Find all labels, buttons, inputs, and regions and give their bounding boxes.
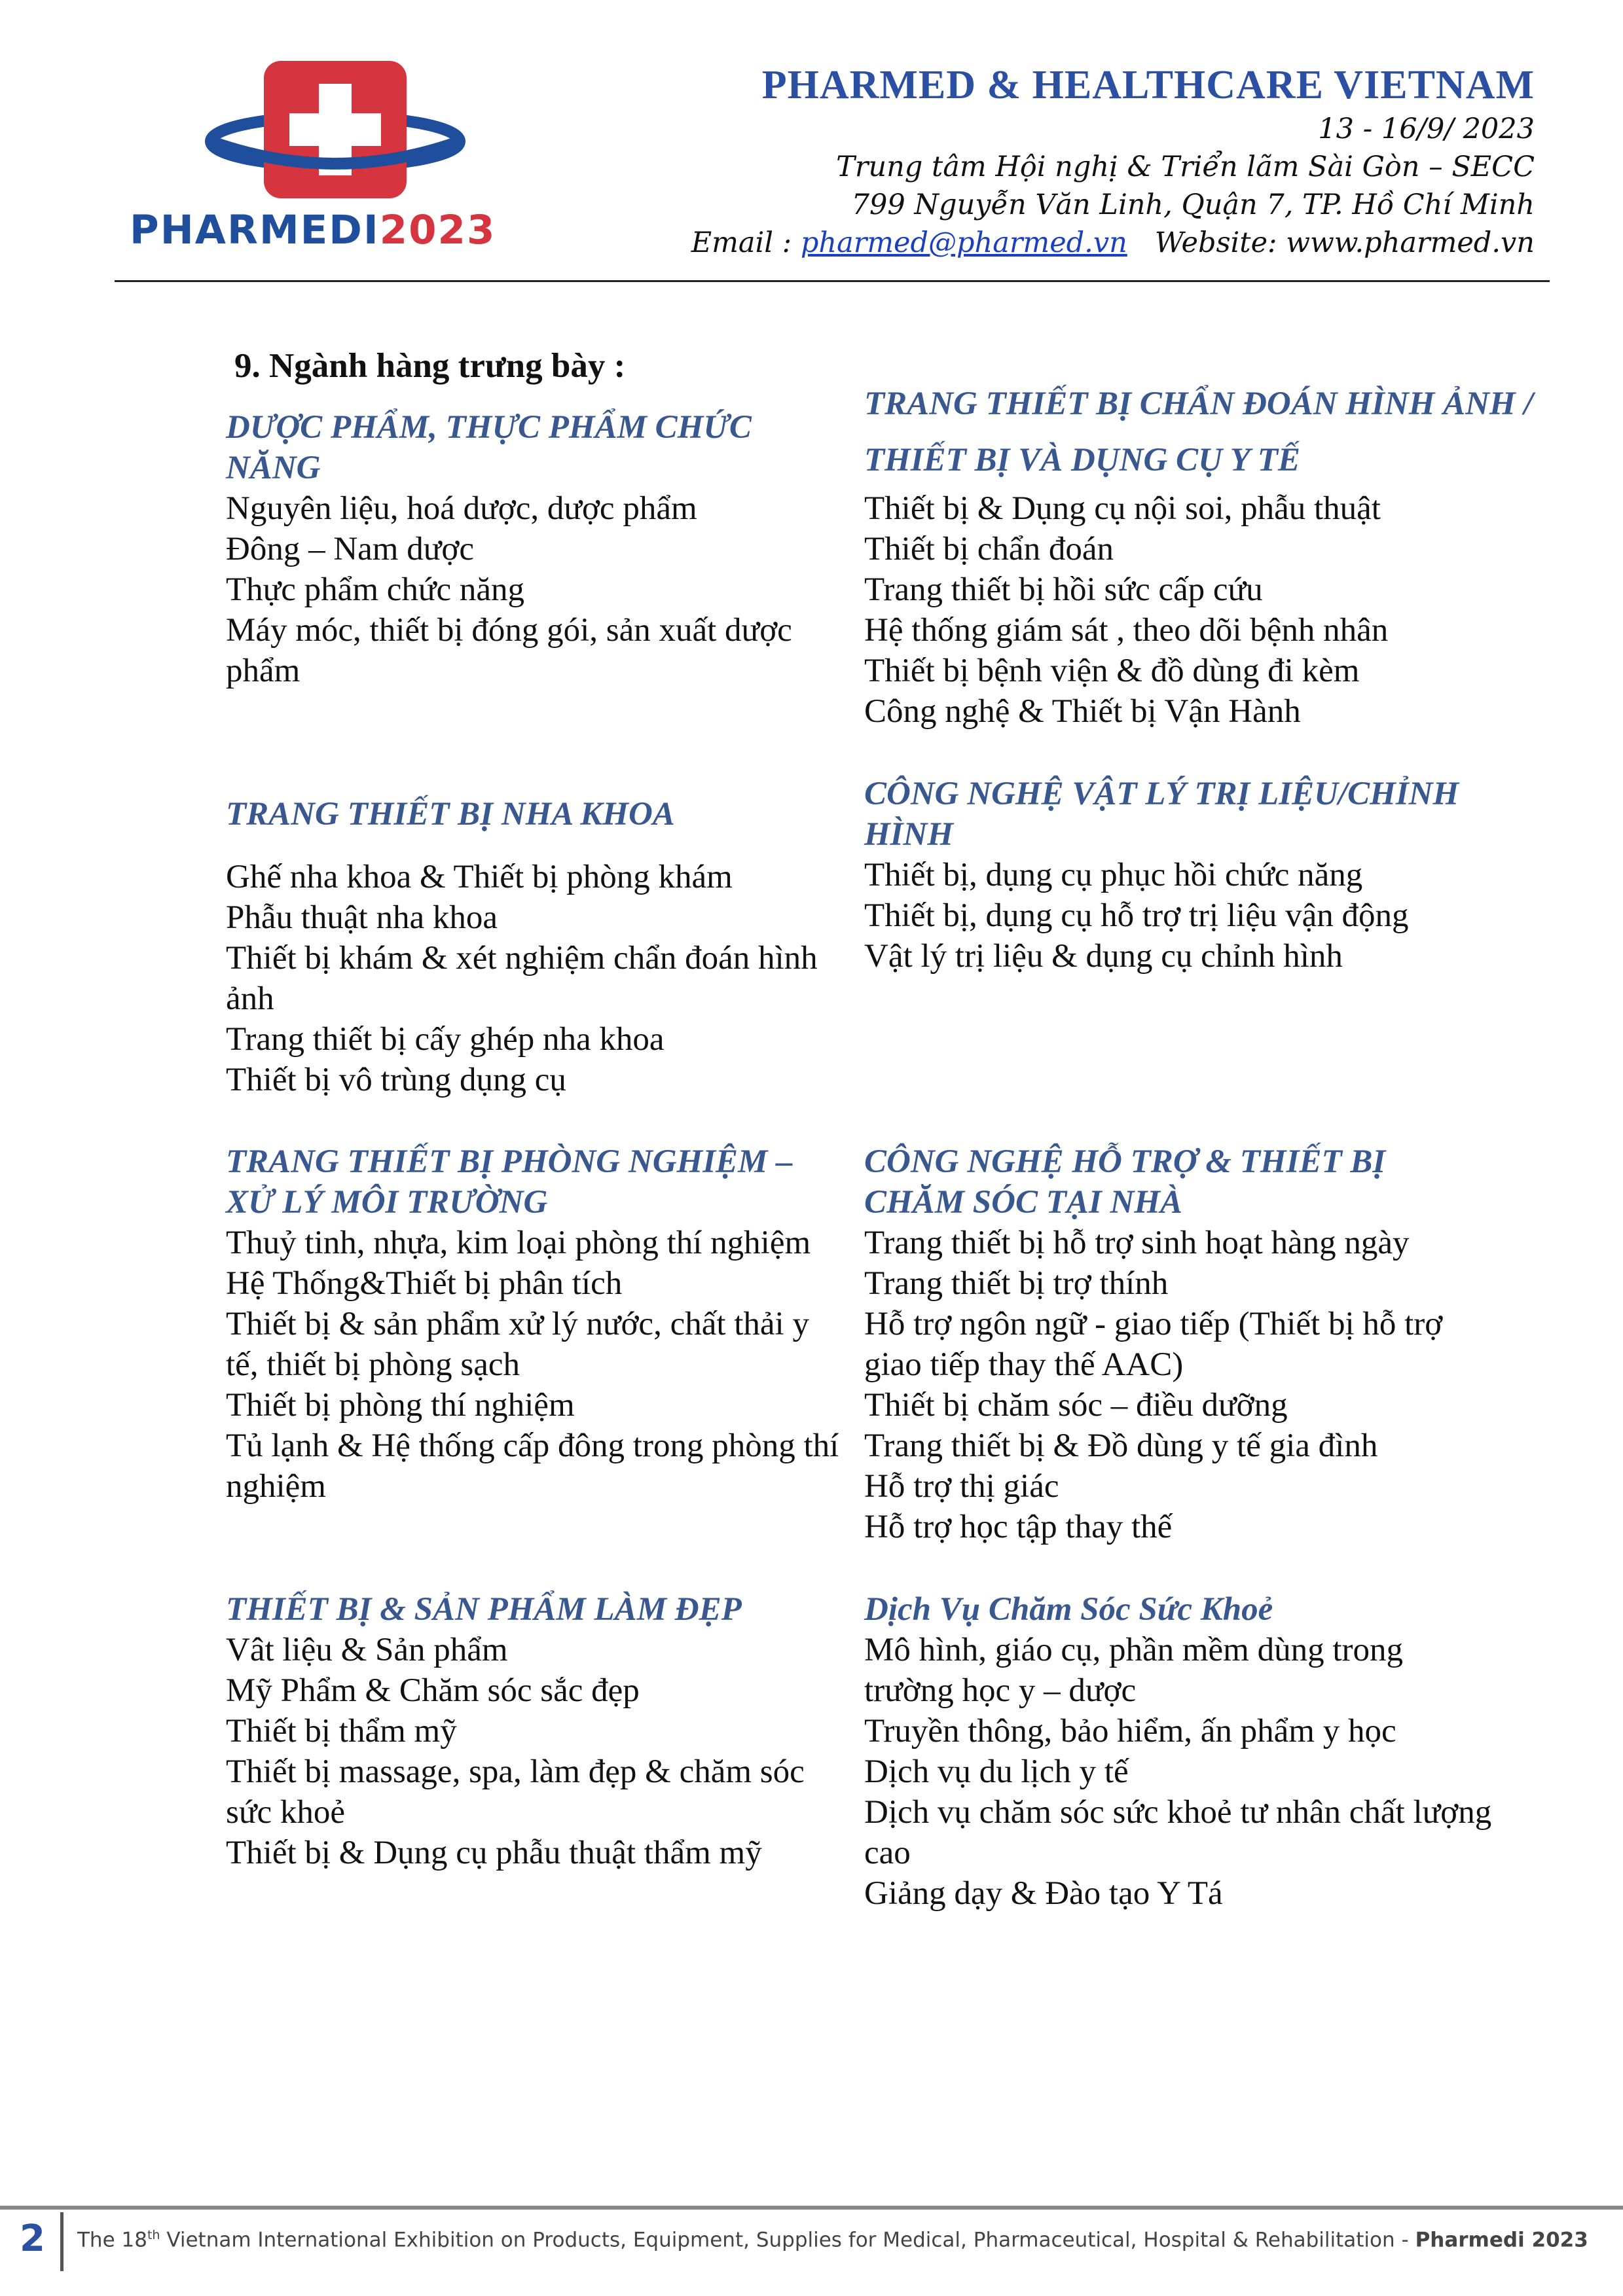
category-title: DƯỢC PHẨM, THỰC PHẨM CHỨC NĂNG <box>226 409 752 486</box>
footer-text-body: Vietnam International Exhibition on Products, Equipment, Supplies for Medical, Pharmaceutical, Hospital & Rehabilitation - <box>160 2228 1415 2252</box>
list-item: Hỗ trợ thị giác <box>864 1468 1059 1505</box>
list-item: Trang thiết bị hỗ trợ sinh hoạt hàng ngày <box>864 1225 1410 1261</box>
footer-text <box>77 2228 1588 2251</box>
list-item: Thiết bị chẩn đoán <box>864 531 1114 567</box>
list-item: Máy móc, thiết bị đóng gói, sản xuất dược phẩm <box>226 612 792 689</box>
website-label: Website: www.pharmed.vn <box>1154 226 1535 259</box>
list-item: Hỗ trợ ngôn ngữ - giao tiếp (Thiết bị hỗ trợ giao tiếp thay thế AAC) <box>864 1306 1443 1383</box>
category-title-line1: TRANG THIẾT BỊ CHẨN ĐOÁN HÌNH ẢNH / <box>864 386 1533 422</box>
list-item: Ghế nha khoa & Thiết bị phòng khám <box>226 859 733 895</box>
category-homecare <box>864 1141 1506 1547</box>
medical-cross-icon <box>130 58 536 208</box>
event-venue: Trung tâm Hội nghị & Triển lãm Sài Gòn – SECC <box>836 151 1535 183</box>
category-title-line2: THIẾT BỊ VÀ DỤNG CỤ Y TẾ <box>864 442 1300 478</box>
list-item: Trang thiết bị trợ thính <box>864 1265 1169 1302</box>
pharmedi-logo <box>130 58 536 254</box>
list-item: Vât liệu & Sản phẩm <box>226 1632 508 1668</box>
list-item: Mỹ Phẩm & Chăm sóc sắc đẹp <box>226 1672 640 1709</box>
list-item: Đông – Nam dược <box>226 531 474 567</box>
list-item: Hệ thống giám sát , theo dõi bệnh nhân <box>864 612 1389 649</box>
list-item: Thiết bị massage, spa, làm đẹp & chăm sóc sức khoẻ <box>226 1753 805 1831</box>
event-info <box>691 60 1535 262</box>
category-diagnostic <box>864 376 1545 488</box>
page-number-separator <box>60 2212 64 2271</box>
list-item: Trang thiết bị cấy ghép nha khoa <box>226 1021 665 1058</box>
list-item: Nguyên liệu, hoá dược, dược phẩm <box>226 490 697 527</box>
footer-superscript: th <box>147 2228 160 2242</box>
list-item: Tủ lạnh & Hệ thống cấp đông trong phòng thí nghiệm <box>226 1427 839 1505</box>
list-item: Thực phẩm chức năng <box>226 571 525 608</box>
list-item: Công nghệ & Thiết bị Vận Hành <box>864 693 1301 730</box>
section-heading: 9. Ngành hàng trưng bày : <box>234 347 626 385</box>
list-item: Thiết bị & Dụng cụ nội soi, phẫu thuật <box>864 490 1381 527</box>
category-diagnostic-items <box>864 488 1545 732</box>
list-item: Thuỷ tinh, nhựa, kim loại phòng thí nghiệm <box>226 1225 811 1261</box>
footer-text-start: The 18 <box>77 2228 147 2252</box>
list-item: Thiết bị chăm sóc – điều dưỡng <box>864 1387 1288 1424</box>
list-item: Hệ Thống&Thiết bị phân tích <box>226 1265 623 1302</box>
list-item: Thiết bị, dụng cụ hỗ trợ trị liệu vận động <box>864 897 1409 934</box>
page-number: 2 <box>20 2217 45 2260</box>
category-beauty <box>226 1589 841 1873</box>
list-item: Hỗ trợ học tập thay thế <box>864 1509 1173 1545</box>
list-item: Phẫu thuật nha khoa <box>226 899 498 936</box>
category-physio <box>864 774 1519 977</box>
category-dental <box>226 794 841 1100</box>
event-dates: 13 - 16/9/ 2023 <box>1318 113 1535 145</box>
category-pharma <box>226 407 841 488</box>
list-item: Vật lý trị liệu & dụng cụ chỉnh hình <box>864 938 1343 975</box>
list-item: Truyền thông, bảo hiểm, ấn phẩm y học <box>864 1713 1396 1749</box>
category-pharma-items <box>226 488 841 691</box>
list-item: Thiết bị thẩm mỹ <box>226 1713 457 1749</box>
email-label: Email : <box>691 226 801 259</box>
list-item: Dịch vụ chăm sóc sức khoẻ tư nhân chất lượng cao <box>864 1794 1492 1871</box>
logo-wordmark: PHARMEDI2023 <box>130 207 496 253</box>
header-divider <box>115 280 1550 282</box>
list-item: Dịch vụ du lịch y tế <box>864 1753 1129 1790</box>
list-item: Thiết bị & Dụng cụ phẫu thuật thẩm mỹ <box>226 1835 762 1871</box>
category-title: CÔNG NGHỆ VẬT LÝ TRỊ LIỆU/CHỈNH HÌNH <box>864 776 1459 853</box>
list-item: Thiết bị vô trùng dụng cụ <box>226 1062 566 1098</box>
list-item: Trang thiết bị hồi sức cấp cứu <box>864 571 1263 608</box>
list-item: Trang thiết bị & Đồ dùng y tế gia đình <box>864 1427 1378 1464</box>
footer-brand: Pharmedi 2023 <box>1415 2228 1588 2252</box>
event-title: PHARMED & HEALTHCARE VIETNAM <box>761 63 1535 107</box>
list-item: Thiết bị, dụng cụ phục hồi chức năng <box>864 857 1363 893</box>
category-title: TRANG THIẾT BỊ NHA KHOA <box>226 796 675 833</box>
event-contact <box>691 224 1535 262</box>
category-title: CÔNG NGHỆ HỖ TRỢ & THIẾT BỊ CHĂM SÓC TẠI NHÀ <box>864 1143 1386 1221</box>
category-lab <box>226 1141 841 1507</box>
category-title: TRANG THIẾT BỊ PHÒNG NGHIỆM – XỬ LÝ MÔI TRƯỜNG <box>226 1143 793 1221</box>
category-title: Dịch Vụ Chăm Sóc Sức Khoẻ <box>864 1591 1273 1628</box>
list-item: Mô hình, giáo cụ, phần mềm dùng trong trường học y – dược <box>864 1632 1403 1709</box>
email-link[interactable]: pharmed@pharmed.vn <box>800 226 1127 259</box>
category-healthcare-services <box>864 1589 1493 1914</box>
event-address: 799 Nguyễn Văn Linh, Quận 7, TP. Hồ Chí Minh <box>851 188 1535 221</box>
list-item: Thiết bị khám & xét nghiệm chẩn đoán hình ảnh <box>226 940 818 1017</box>
list-item: Thiết bị phòng thí nghiệm <box>226 1387 575 1424</box>
list-item: Thiết bị & sản phẩm xử lý nước, chất thải y tế, thiết bị phòng sạch <box>226 1306 809 1383</box>
footer-divider <box>0 2206 1623 2210</box>
list-item: Thiết bị bệnh viện & đồ dùng đi kèm <box>864 653 1360 689</box>
category-title: THIẾT BỊ & SẢN PHẨM LÀM ĐẸP <box>226 1591 742 1628</box>
list-item: Giảng dạy & Đào tạo Y Tá <box>864 1875 1223 1912</box>
